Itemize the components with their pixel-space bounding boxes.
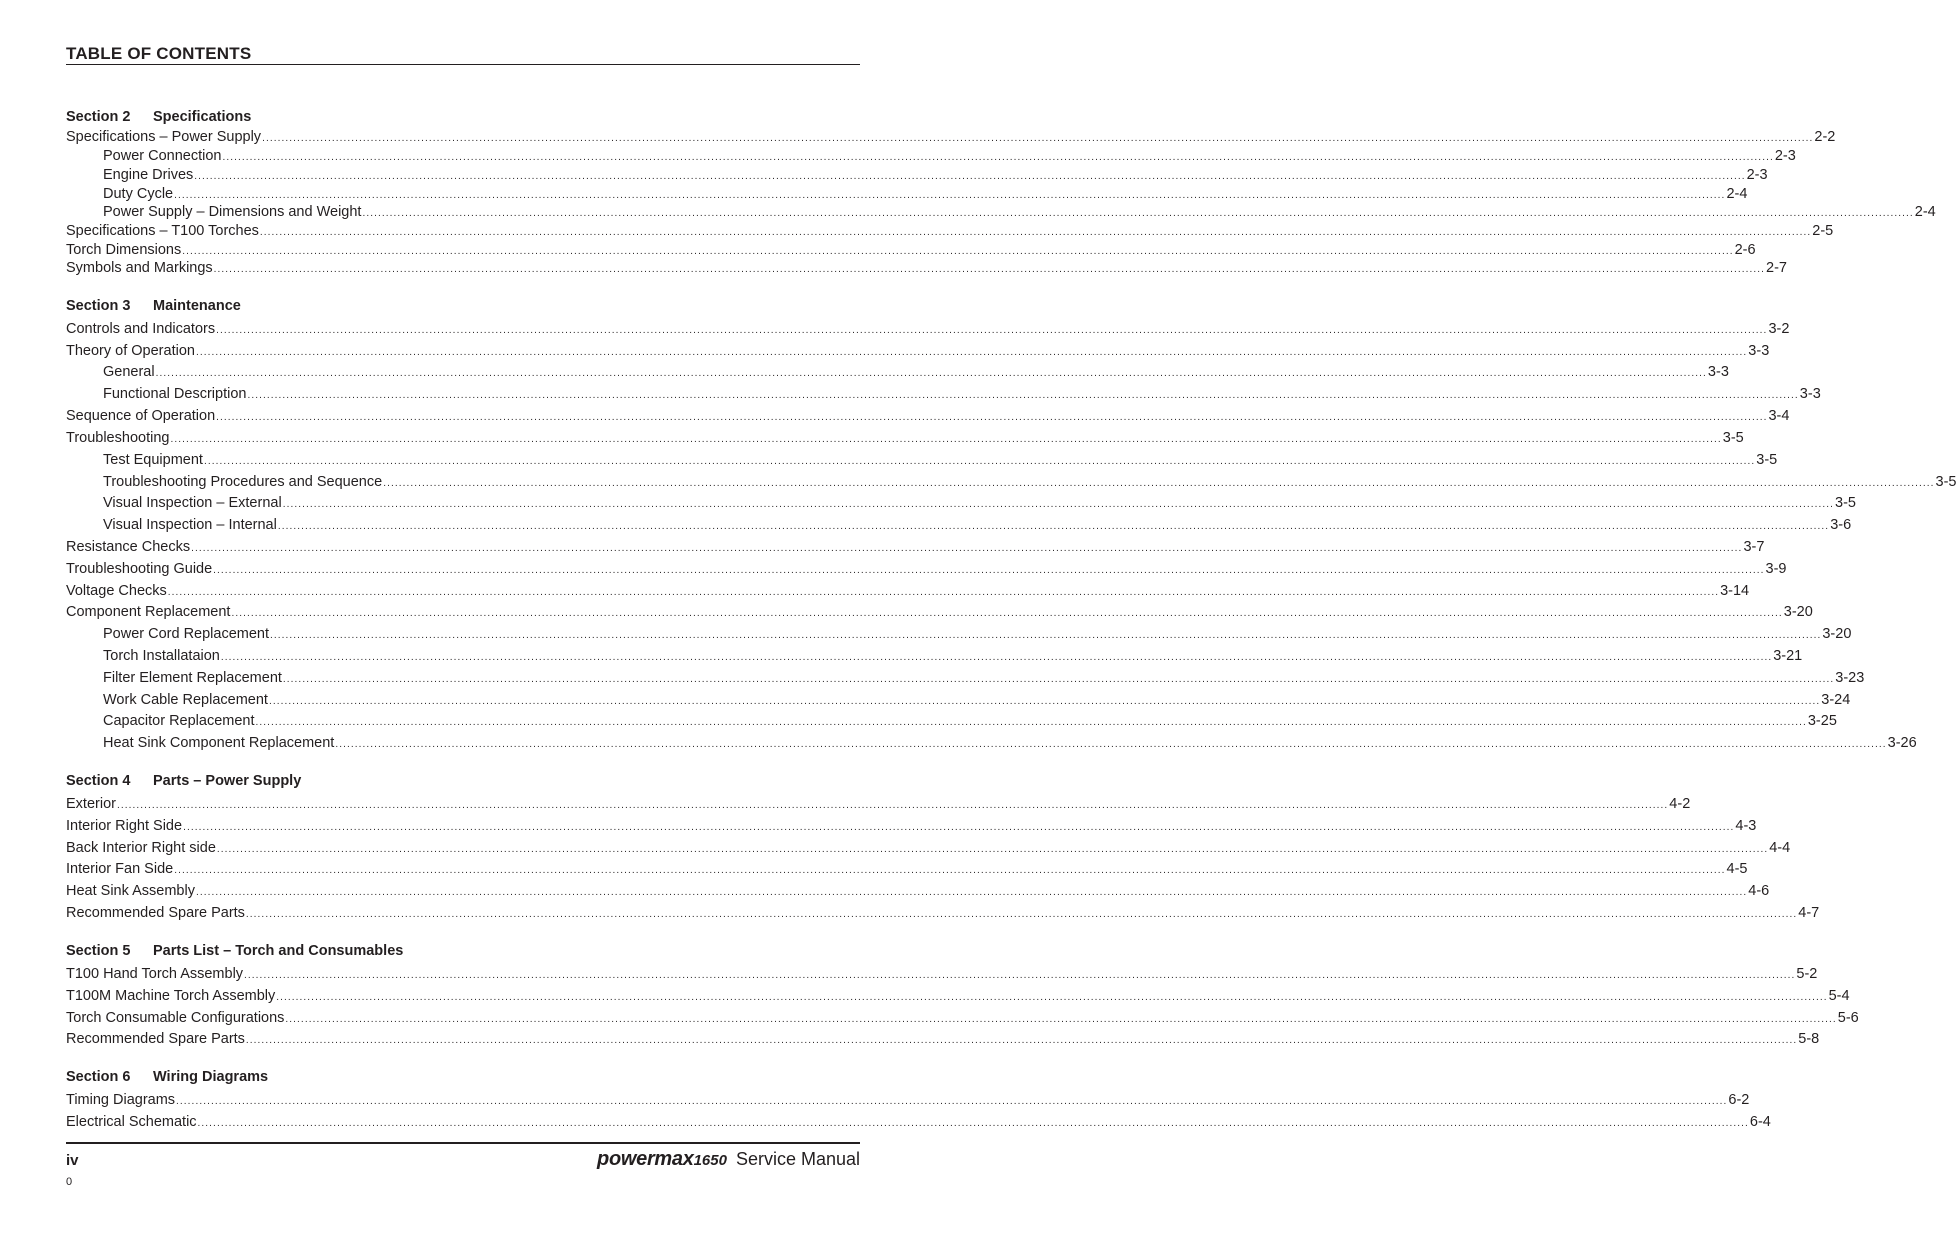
toc-entry-page: 6-2 <box>1728 1092 1750 1108</box>
toc-entry-page: 3-5 <box>1722 430 1744 446</box>
dot-leader: ................................................................................................................................................................................................................................................................................................................................................................................................................ <box>174 190 1726 201</box>
toc-entry-page: 3-5 <box>1756 452 1778 468</box>
dot-leader: ................................................................................................................................................................................................................................................................................................................................................................................................................ <box>231 608 1783 619</box>
section-heading <box>66 298 241 314</box>
section-heading <box>66 1069 268 1085</box>
toc-entry-title: Symbols and Markings <box>66 260 213 276</box>
dot-leader: ................................................................................................................................................................................................................................................................................................................................................................................................................ <box>176 1096 1728 1107</box>
dot-leader: ................................................................................................................................................................................................................................................................................................................................................................................................................ <box>167 587 1720 598</box>
dot-leader: ................................................................................................................................................................................................................................................................................................................................................................................................................ <box>285 1014 1837 1025</box>
toc-entry[interactable] <box>103 385 1821 403</box>
toc-entry[interactable] <box>66 1091 1750 1109</box>
toc-entry-title: T100M Machine Torch Assembly <box>66 988 276 1004</box>
dot-leader: ................................................................................................................................................................................................................................................................................................................................................................................................................ <box>277 521 1830 532</box>
toc-entry-title: Controls and Indicators <box>66 321 216 337</box>
toc-entry-page: 3-4 <box>1768 408 1790 424</box>
toc-entry-page: 2-7 <box>1766 260 1787 276</box>
toc-entry[interactable] <box>103 451 1778 469</box>
section-number: Section 4 <box>66 773 131 789</box>
toc-entry-page: 4-6 <box>1748 883 1770 899</box>
toc-entry-title: Engine Drives <box>103 167 194 183</box>
toc-entry-title: Heat Sink Component Replacement <box>103 735 335 751</box>
toc-entry[interactable] <box>66 241 1756 259</box>
dot-leader: ................................................................................................................................................................................................................................................................................................................................................................................................................ <box>255 717 1807 728</box>
dot-leader: ................................................................................................................................................................................................................................................................................................................................................................................................................ <box>203 456 1756 467</box>
dot-leader: ................................................................................................................................................................................................................................................................................................................................................................................................................ <box>247 390 1799 401</box>
section-title: Maintenance <box>153 298 241 314</box>
toc-entry-page: 5-2 <box>1796 966 1818 982</box>
toc-entry[interactable] <box>103 203 1936 221</box>
dot-leader: ................................................................................................................................................................................................................................................................................................................................................................................................................ <box>268 696 1821 707</box>
section-number: Section 3 <box>66 298 131 314</box>
toc-entry-title: Back Interior Right side <box>66 840 216 856</box>
toc-entry-page: 2-3 <box>1746 167 1768 183</box>
toc-entry-title: Torch Installataion <box>103 648 220 664</box>
toc-entry[interactable] <box>66 795 1691 813</box>
toc-entry[interactable] <box>66 817 1757 835</box>
toc-entry[interactable] <box>66 538 1765 556</box>
toc-entry[interactable] <box>103 647 1803 665</box>
toc-entry[interactable] <box>66 222 1834 240</box>
toc-entry-page: 3-23 <box>1835 670 1865 686</box>
toc-entry-title: Visual Inspection – Internal <box>103 517 277 533</box>
toc-entry-page: 3-21 <box>1773 648 1803 664</box>
section-number: Section 5 <box>66 943 131 959</box>
toc-entry-title: General <box>103 364 155 380</box>
toc-entry-page: 3-3 <box>1707 364 1729 380</box>
toc-entry[interactable] <box>66 1009 1859 1027</box>
toc-entry-title: Troubleshooting Procedures and Sequence <box>103 474 383 490</box>
toc-entry-title: Component Replacement <box>66 604 231 620</box>
toc-entry-title: Interior Right Side <box>66 818 183 834</box>
toc-entry-title: Troubleshooting Guide <box>66 561 213 577</box>
dot-leader: ................................................................................................................................................................................................................................................................................................................................................................................................................ <box>174 865 1726 876</box>
toc-entry-page: 3-14 <box>1720 583 1750 599</box>
toc-entry-title: Theory of Operation <box>66 343 195 359</box>
dot-leader: ................................................................................................................................................................................................................................................................................................................................................................................................................ <box>155 368 1707 379</box>
toc-entry-title: Specifications – T100 Torches <box>66 223 259 239</box>
dot-leader: ................................................................................................................................................................................................................................................................................................................................................................................................................ <box>282 674 1835 685</box>
toc-entry-page: 2-6 <box>1734 242 1756 258</box>
toc-entry-title: Resistance Checks <box>66 539 191 555</box>
toc-entry[interactable] <box>66 429 1744 447</box>
dot-leader: ................................................................................................................................................................................................................................................................................................................................................................................................................ <box>245 1035 1798 1046</box>
toc-entry-page: 2-4 <box>1914 204 1936 220</box>
toc-entry-title: Recommended Spare Parts <box>66 905 245 921</box>
toc-entry-page: 3-7 <box>1743 539 1765 555</box>
toc-entry-page: 4-4 <box>1769 840 1791 856</box>
toc-entry[interactable] <box>103 147 1796 165</box>
toc-entry-page: 3-25 <box>1807 713 1837 729</box>
dot-leader: ................................................................................................................................................................................................................................................................................................................................................................................................................ <box>270 630 1822 641</box>
toc-entry[interactable] <box>66 1030 1820 1048</box>
footer-mark: 0 <box>66 1176 73 1188</box>
toc-entry-page: 2-4 <box>1726 186 1748 202</box>
toc-entry-title: Interior Fan Side <box>66 861 174 877</box>
toc-entry-title: Filter Element Replacement <box>103 670 282 686</box>
section-heading <box>66 773 301 789</box>
toc-entry[interactable] <box>66 342 1770 360</box>
toc-entry[interactable] <box>66 882 1770 900</box>
toc-entry[interactable] <box>103 712 1837 730</box>
toc-entry-title: Electrical Schematic <box>66 1114 197 1130</box>
toc-entry-page: 3-26 <box>1887 735 1917 751</box>
toc-entry-page: 4-5 <box>1726 861 1748 877</box>
toc-entry[interactable] <box>66 259 1787 277</box>
toc-entry-page: 3-6 <box>1830 517 1852 533</box>
section-number: Section 6 <box>66 1069 131 1085</box>
section-number: Section 2 <box>66 109 131 125</box>
toc-entry[interactable] <box>103 494 1856 512</box>
toc-entry-title: Heat Sink Assembly <box>66 883 195 899</box>
toc-entry-page: 5-4 <box>1828 988 1850 1004</box>
dot-leader: ................................................................................................................................................................................................................................................................................................................................................................................................................ <box>194 171 1746 182</box>
dot-leader: ................................................................................................................................................................................................................................................................................................................................................................................................................ <box>213 565 1765 576</box>
footer-page-number: iv <box>66 1152 79 1169</box>
dot-leader: ................................................................................................................................................................................................................................................................................................................................................................................................................ <box>222 152 1774 163</box>
toc-entry-page: 3-3 <box>1799 386 1821 402</box>
section-title: Wiring Diagrams <box>153 1069 269 1085</box>
toc-entry-page: 3-2 <box>1768 321 1790 337</box>
toc-entry[interactable] <box>66 560 1787 578</box>
dot-leader: ................................................................................................................................................................................................................................................................................................................................................................................................................ <box>213 264 1765 275</box>
dot-leader: ................................................................................................................................................................................................................................................................................................................................................................................................................ <box>383 478 1935 489</box>
section-title: Parts – Power Supply <box>153 773 302 789</box>
toc-entry-page: 3-5 <box>1935 474 1956 490</box>
toc-entry-page: 3-9 <box>1765 561 1787 577</box>
dot-leader: ................................................................................................................................................................................................................................................................................................................................................................................................................ <box>216 844 1769 855</box>
toc-entry-title: Capacitor Replacement <box>103 713 255 729</box>
toc-entry[interactable] <box>103 516 1852 534</box>
dot-leader: ................................................................................................................................................................................................................................................................................................................................................................................................................ <box>170 434 1722 445</box>
toc-entry-title: T100 Hand Torch Assembly <box>66 966 244 982</box>
dot-leader: ................................................................................................................................................................................................................................................................................................................................................................................................................ <box>276 992 1828 1003</box>
dot-leader: ................................................................................................................................................................................................................................................................................................................................................................................................................ <box>197 1118 1749 1129</box>
toc-entry-page: 5-8 <box>1798 1031 1820 1047</box>
toc-entry[interactable] <box>66 1113 1771 1131</box>
model-number: 1650 <box>693 1152 727 1169</box>
toc-entry[interactable] <box>103 363 1729 381</box>
toc-entry-page: 3-24 <box>1821 692 1851 708</box>
toc-entry[interactable] <box>103 734 1917 752</box>
section-heading <box>66 943 403 959</box>
dot-leader: ................................................................................................................................................................................................................................................................................................................................................................................................................ <box>195 347 1748 358</box>
toc-entry-page: 3-3 <box>1748 343 1770 359</box>
toc-entry-title: Power Cord Replacement <box>103 626 270 642</box>
header-divider <box>66 64 860 65</box>
footer-product-name <box>597 1148 860 1171</box>
toc-entry[interactable] <box>103 669 1865 687</box>
toc-entry-page: 3-5 <box>1835 495 1856 511</box>
toc-entry-title: Specifications – Power Supply <box>66 129 262 145</box>
dot-leader: ................................................................................................................................................................................................................................................................................................................................................................................................................ <box>183 822 1735 833</box>
toc-entry[interactable] <box>103 166 1768 184</box>
toc-entry-page: 2-3 <box>1774 148 1796 164</box>
toc-entry-page: 4-2 <box>1669 796 1691 812</box>
dot-leader: ................................................................................................................................................................................................................................................................................................................................................................................................................ <box>244 970 1796 981</box>
toc-entry-title: Torch Consumable Configurations <box>66 1010 285 1026</box>
toc-entry-title: Recommended Spare Parts <box>66 1031 245 1047</box>
toc-entry-page: 5-6 <box>1837 1010 1859 1026</box>
toc-entry-page: 2-5 <box>1812 223 1834 239</box>
dot-leader: ................................................................................................................................................................................................................................................................................................................................................................................................................ <box>335 739 1887 750</box>
toc-entry[interactable] <box>66 320 1790 338</box>
dot-leader: ................................................................................................................................................................................................................................................................................................................................................................................................................ <box>259 227 1812 238</box>
toc-entry-page: 2-2 <box>1814 129 1836 145</box>
footer-divider <box>66 1142 860 1144</box>
toc-entry-title: Functional Description <box>103 386 247 402</box>
toc-entry[interactable] <box>66 904 1820 922</box>
toc-entry[interactable] <box>103 691 1851 709</box>
toc-entry[interactable] <box>103 473 1956 491</box>
toc-entry[interactable] <box>103 185 1748 203</box>
page-title: TABLE OF CONTENTS <box>66 44 252 63</box>
toc-entry-title: Power Supply – Dimensions and Weight <box>103 204 362 220</box>
toc-entry-title: Visual Inspection – External <box>103 495 282 511</box>
dot-leader: ................................................................................................................................................................................................................................................................................................................................................................................................................ <box>220 652 1773 663</box>
toc-entry[interactable] <box>66 860 1748 878</box>
toc-entry-title: Sequence of Operation <box>66 408 216 424</box>
toc-entry-title: Exterior <box>66 796 116 812</box>
dot-leader: ................................................................................................................................................................................................................................................................................................................................................................................................................ <box>262 133 1814 144</box>
toc-entry-title: Torch Dimensions <box>66 242 182 258</box>
toc-entry[interactable] <box>103 625 1852 643</box>
toc-entry[interactable] <box>66 407 1790 425</box>
toc-entry[interactable] <box>66 582 1750 600</box>
toc-entry[interactable] <box>66 839 1791 857</box>
toc-entry-page: 3-20 <box>1783 604 1813 620</box>
toc-entry[interactable] <box>66 603 1813 621</box>
dot-leader: ................................................................................................................................................................................................................................................................................................................................................................................................................ <box>116 800 1669 811</box>
section-heading <box>66 109 251 125</box>
dot-leader: ................................................................................................................................................................................................................................................................................................................................................................................................................ <box>182 246 1734 257</box>
dot-leader: ................................................................................................................................................................................................................................................................................................................................................................................................................ <box>195 887 1748 898</box>
toc-entry-title: Test Equipment <box>103 452 203 468</box>
dot-leader: ................................................................................................................................................................................................................................................................................................................................................................................................................ <box>282 499 1835 510</box>
toc-entry-page: 3-20 <box>1822 626 1852 642</box>
dot-leader: ................................................................................................................................................................................................................................................................................................................................................................................................................ <box>191 543 1743 554</box>
dot-leader: ................................................................................................................................................................................................................................................................................................................................................................................................................ <box>216 412 1768 423</box>
toc-entry-title: Power Connection <box>103 148 222 164</box>
dot-leader: ................................................................................................................................................................................................................................................................................................................................................................................................................ <box>216 325 1768 336</box>
toc-entry-title: Voltage Checks <box>66 583 167 599</box>
toc-entry[interactable] <box>66 965 1818 983</box>
toc-entry-title: Troubleshooting <box>66 430 170 446</box>
toc-entry[interactable] <box>66 987 1850 1005</box>
toc-entry-title: Timing Diagrams <box>66 1092 176 1108</box>
section-title: Specifications <box>153 109 252 125</box>
toc-entry[interactable] <box>66 128 1836 146</box>
toc-entry-title: Duty Cycle <box>103 186 174 202</box>
toc-entry-page: 4-3 <box>1735 818 1757 834</box>
dot-leader: ................................................................................................................................................................................................................................................................................................................................................................................................................ <box>362 208 1914 219</box>
manual-title: Service Manual <box>735 1149 860 1169</box>
brand-logo-text: powermax <box>597 1148 694 1170</box>
section-title: Parts List – Torch and Consumables <box>153 943 404 959</box>
toc-entry-title: Work Cable Replacement <box>103 692 268 708</box>
dot-leader: ................................................................................................................................................................................................................................................................................................................................................................................................................ <box>245 909 1798 920</box>
toc-entry-page: 4-7 <box>1798 905 1820 921</box>
toc-entry-page: 6-4 <box>1749 1114 1771 1130</box>
